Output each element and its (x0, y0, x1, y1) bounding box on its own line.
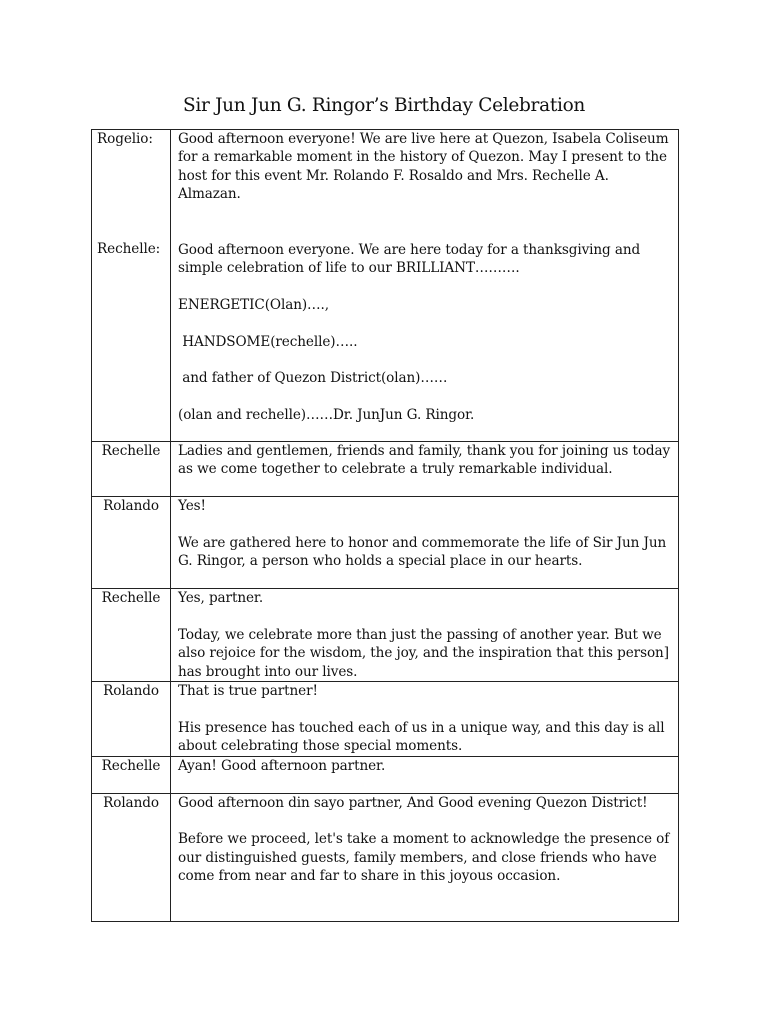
script-row (92, 589, 679, 682)
script-row (92, 442, 679, 497)
dialogue-paragraph: We are gathered here to honor and commemorate the life of Sir Jun Jun G. Ringor, a person who holds a special place in our hearts. (178, 534, 671, 570)
dialogue-paragraph: and father of Quezon District(olan)…… (178, 370, 448, 387)
script-row (92, 756, 679, 793)
speaker-cell (92, 793, 171, 921)
speaker-name: Rechelle: (97, 241, 161, 258)
dialogue-paragraph: His presence has touched each of us in a unique way, and this day is all about celebrating those special moments. (178, 719, 669, 755)
dialogue-cell (171, 442, 679, 497)
speaker-cell (92, 682, 171, 757)
dialogue-cell (171, 682, 679, 757)
dialogue-paragraph: HANDSOME(rechelle)….. (178, 333, 358, 350)
speaker-cell (92, 497, 171, 589)
speaker-name: Rolando (103, 498, 159, 514)
speaker-name: Rolando (103, 683, 159, 700)
speaker-cell (92, 756, 171, 793)
dialogue-paragraph: (olan and rechelle)……Dr. JunJun G. Ringor. (178, 407, 475, 424)
speaker-name: Rolando (103, 794, 159, 811)
dialogue-cell (171, 589, 679, 682)
dialogue-paragraph: Before we proceed, let's take a moment to acknowledge the presence of our distinguished guests, family members, and close friends who have come from near and far to share in this joyous occasion. (178, 831, 674, 885)
dialogue-cell (171, 793, 679, 921)
script-row (92, 130, 679, 442)
dialogue-cell (171, 130, 679, 442)
speaker-name: Rechelle (101, 443, 161, 459)
speaker-name: Rechelle (101, 757, 161, 774)
dialogue-cell (171, 497, 679, 589)
script-table (91, 129, 679, 922)
dialogue-paragraph: ENERGETIC(Olan)…., (178, 296, 329, 313)
document-title: Sir Jun Jun G. Ringor’s Birthday Celebration (182, 95, 586, 116)
script-row (92, 793, 679, 921)
dialogue-paragraph: Good afternoon everyone! We are live here at Quezon, Isabela Coliseum for a remarkable moment in the history of Quezon. May I present to the host for this event Mr. Rolando F. Rosaldo and Mrs. Rechelle A. Almazan. (178, 131, 673, 203)
speaker-name: Rechelle (101, 590, 161, 606)
dialogue-cell (171, 756, 679, 793)
dialogue-paragraph: Today, we celebrate more than just the passing of another year. But we also rejoice for the wisdom, the joy, and the inspiration that this person] has brought into our lives. (178, 626, 674, 680)
script-row (92, 682, 679, 757)
speaker-cell (92, 589, 171, 682)
dialogue-paragraph: Good afternoon everyone. We are here today for a thanksgiving and simple celebration of life to our BRILLIANT………. (178, 241, 645, 277)
dialogue-paragraph: Yes! (178, 498, 206, 514)
dialogue-paragraph: That is true partner! (178, 683, 318, 700)
speaker-cell (92, 442, 171, 497)
dialogue-paragraph: Good afternoon din sayo partner, And Good evening Quezon District! (178, 794, 648, 811)
speaker-cell (92, 130, 171, 442)
dialogue-paragraph: Yes, partner. (178, 590, 264, 606)
dialogue-paragraph: Ayan! Good afternoon partner. (178, 757, 386, 774)
speaker-name: Rogelio: (97, 131, 153, 147)
dialogue-paragraph: Ladies and gentlemen, friends and family, thank you for joining us today as we come together to celebrate a truly remarkable individual. (178, 443, 675, 478)
script-row (92, 497, 679, 589)
